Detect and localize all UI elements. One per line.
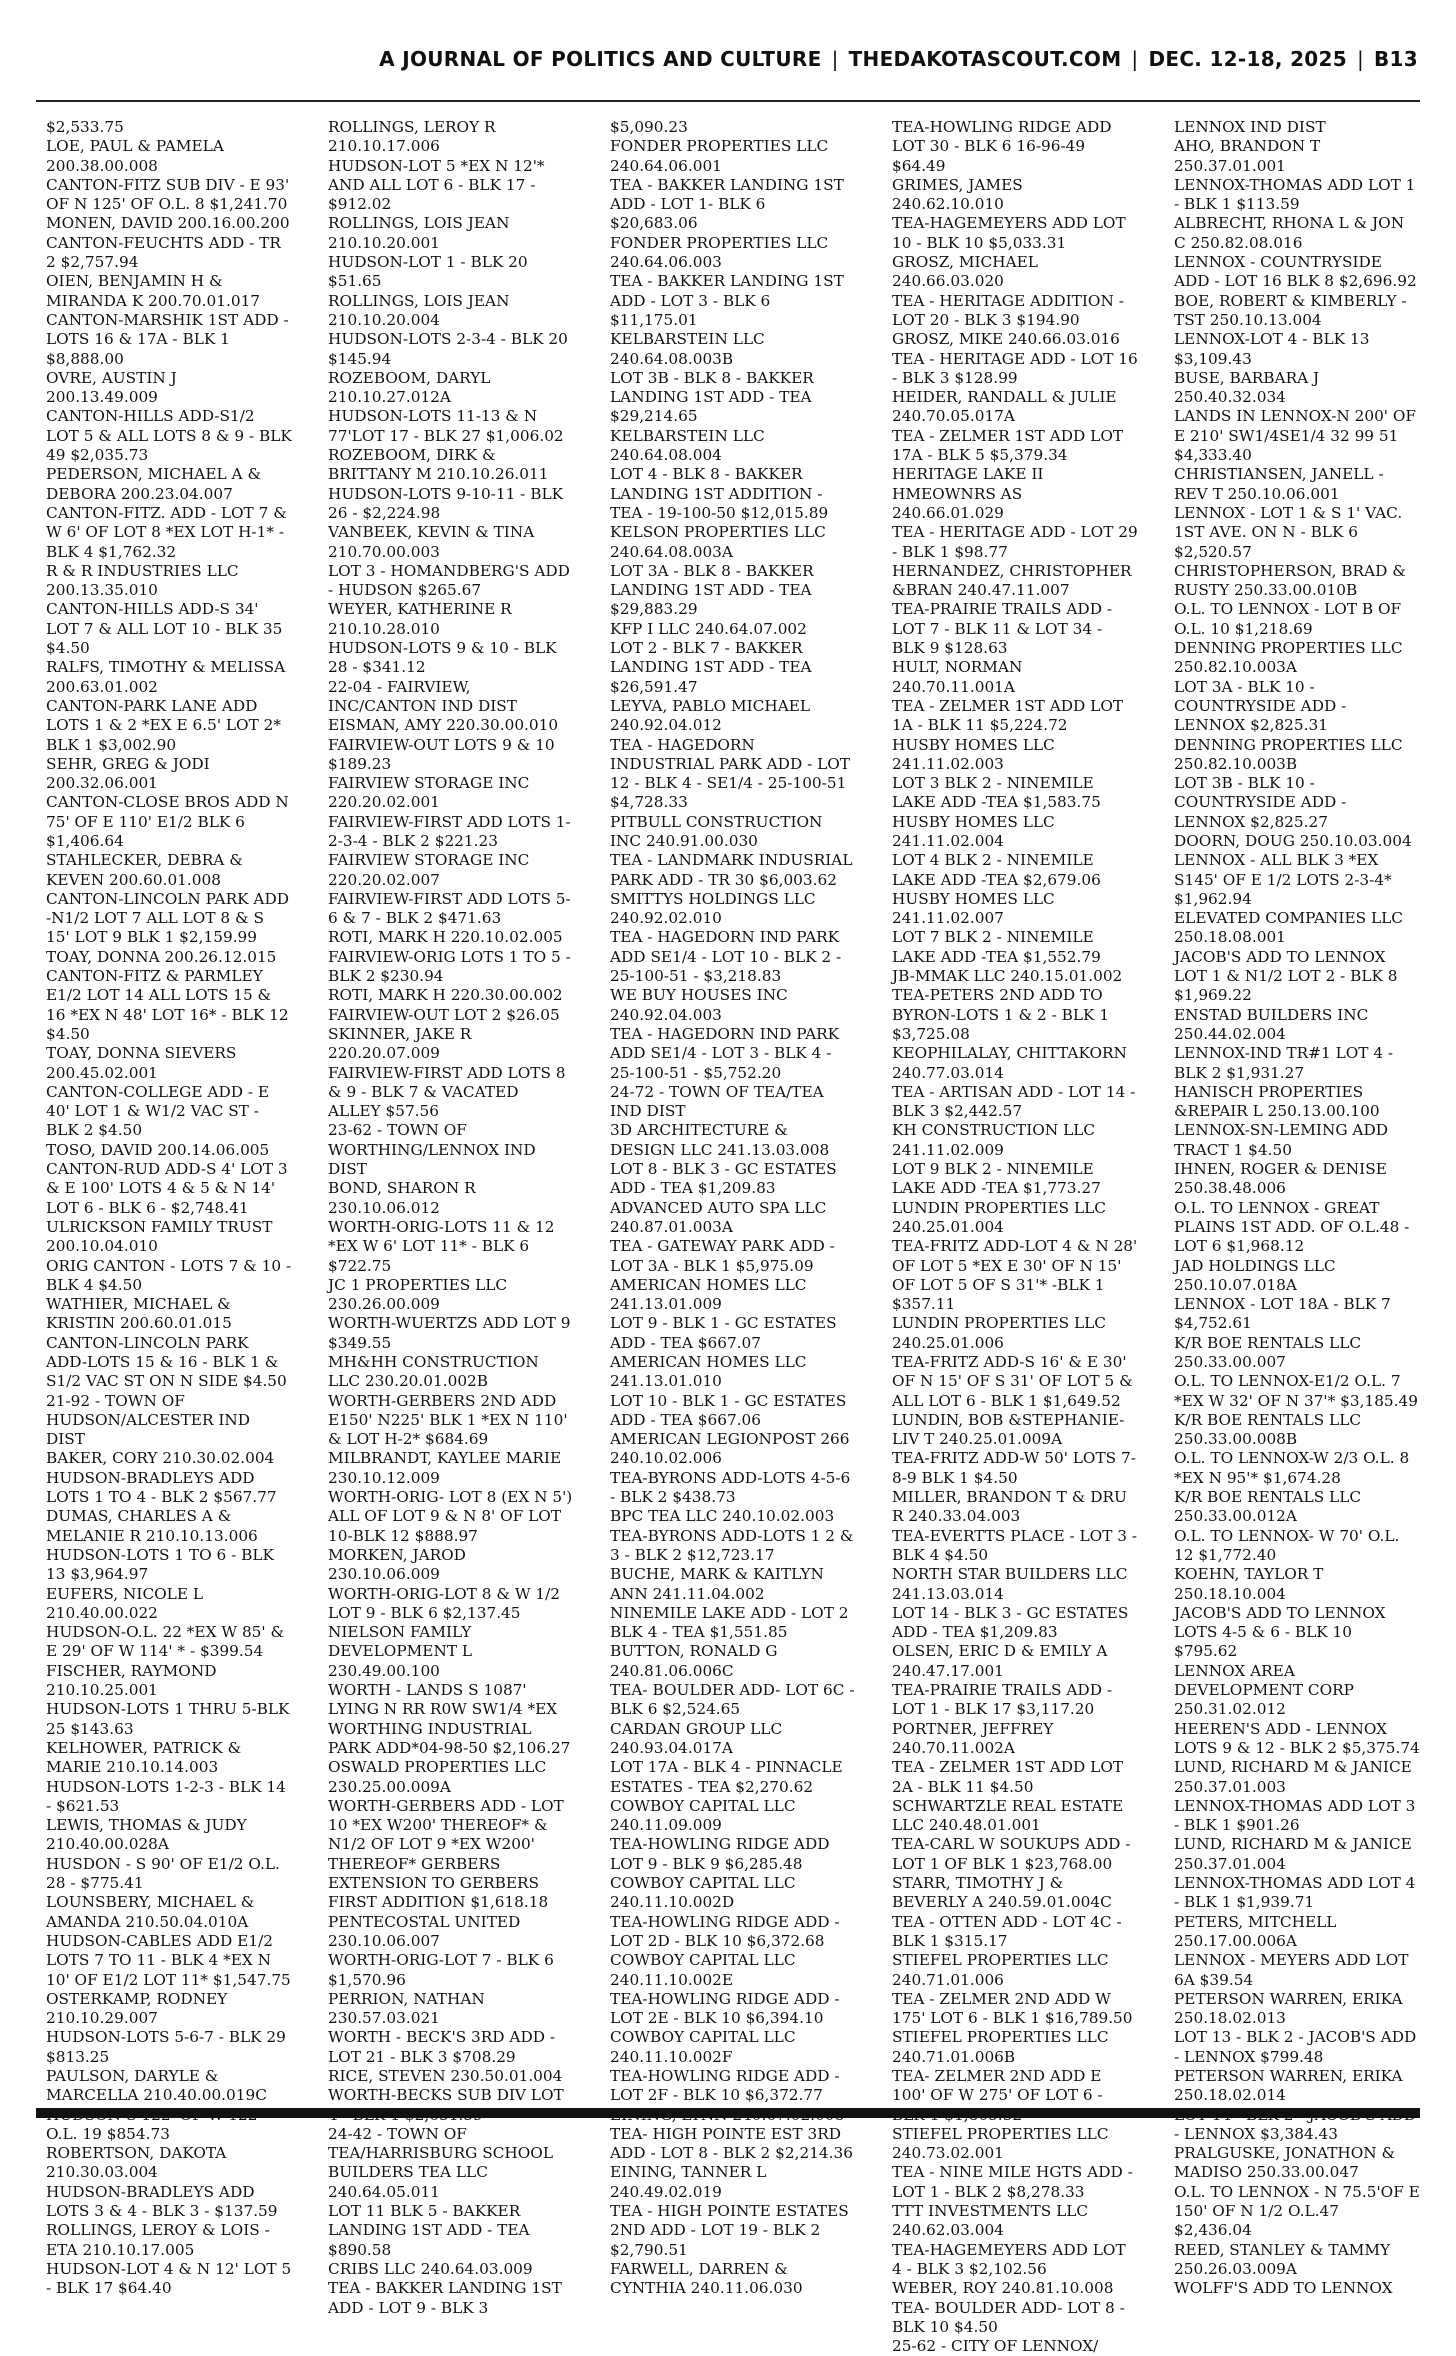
publication-tagline: A JOURNAL OF POLITICS AND CULTURE [379, 47, 822, 71]
listing-entry: PORTNER, JEFFREY 240.70.11.002A [892, 1719, 1054, 1757]
listing-entry: REED, STANLEY & TAMMY 250.26.03.009A [1174, 2240, 1391, 2278]
listing-entry: TOSO, DAVID 200.14.06.005 [46, 1140, 270, 1159]
listing-entry: LUNDIN, BOB &STEPHANIE-LIV T 240.25.01.009A [892, 1410, 1125, 1449]
listing-entry: BUCHE, MARK & KAITLYN ANN 241.11.04.002 [610, 1565, 824, 1603]
listing-entry: NIELSON FAMILY DEVELOPMENT L 230.49.00.100 [328, 1623, 473, 1680]
listing-entry: WORTH-GERBERS ADD - LOT 10 *EX W200' THEREOF* & N1/2 OF LOT 9 *EX W200' THEREOF* GERBERS EXTENSION TO GERBERS FIRST ADDITION $1,618.18 [328, 1796, 564, 1912]
header-separator: | [1131, 47, 1139, 71]
listing-entry: FONDER PROPERTIES LLC 240.64.06.001 [610, 137, 829, 175]
listing-entry: TEA-HAGEMEYERS ADD LOT 4 - BLK 3 $2,102.56 [892, 2240, 1126, 2278]
listing-entry: PETERSON WARREN, ERIKA 250.18.02.013 [1174, 1989, 1403, 2028]
listing-entry: LOT 8 - BLK 3 - GC ESTATES ADD - TEA $1,209.83 [610, 1160, 837, 1198]
listing-entry: STIEFEL PROPERTIES LLC 240.71.01.006B [892, 2028, 1109, 2066]
listing-entry: STIEFEL PROPERTIES LLC 240.71.01.006 [892, 1951, 1109, 1989]
listing-entry: CANTON-FITZ & PARMLEY E1/2 LOT 14 ALL LOTS 15 & 16 *EX N 48' LOT 16* - BLK 12 $4.50 [46, 967, 289, 1043]
listing-entry: LOT 3 - HOMANDBERG'S ADD - HUDSON $265.67 [328, 561, 570, 600]
listing-entry: TEA-HOWLING RIDGE ADD - LOT 2F - BLK 10 $6,372.77 [610, 2066, 840, 2105]
listing-entry: TEA-FRITZ ADD-W 50' LOTS 7-8-9 BLK 1 $4.50 [892, 1449, 1136, 1487]
listing-entry: WATHIER, MICHAEL & KRISTIN 200.60.01.015 [46, 1295, 232, 1333]
listing-entry: JC 1 PROPERTIES LLC 230.26.00.009 [328, 1275, 508, 1314]
listing-entry: GROSZ, MICHAEL 240.66.03.020 [892, 253, 1038, 291]
text-column-5 [1164, 118, 1420, 2356]
listing-entry: JB-MMAK LLC 240.15.01.002 [892, 967, 1123, 986]
listing-entry: PETERS, MITCHELL 250.17.00.006A [1174, 1912, 1337, 1950]
listing-entry: CANTON-FITZ SUB DIV - E 93' OF N 125' OF O.L. 8 $1,241.70 [46, 175, 290, 214]
listing-entry: CANTON-FITZ. ADD - LOT 7 & W 6' OF LOT 8 *EX LOT H-1* - BLK 4 $1,762.32 [46, 503, 287, 561]
listing-entry: TEA - HERITAGE ADD - LOT 29 - BLK 1 $98.77 [892, 523, 1138, 561]
listing-entry: ULRICKSON FAMILY TRUST 200.10.04.010 [46, 1217, 273, 1256]
listing-entry: TEA-HOWLING RIDGE ADD LOT 30 - BLK 6 16-96-49 $64.49 [892, 118, 1112, 175]
listing-entry: EUFERS, NICOLE L 210.40.00.022 [46, 1584, 204, 1622]
listing-entry: LEYVA, PABLO MICHAEL 240.92.04.012 [610, 696, 811, 735]
listing-entry: LOE, PAUL & PAMELA 200.38.00.008 [46, 137, 224, 175]
listing-entry: K/R BOE RENTALS LLC 250.33.00.007 [1174, 1333, 1362, 1371]
listing-entry: GRIMES, JAMES 240.62.10.010 [892, 175, 1023, 214]
listing-entry: CHRISTOPHERSON, BRAD & RUSTY 250.33.00.010B [1174, 561, 1406, 600]
listing-entry: HUDSON-LOTS 1 TO 6 - BLK 13 $3,964.97 [46, 1545, 274, 1584]
listing-entry: LOT 2 - BLK 7 - BAKKER LANDING 1ST ADD - TEA $26,591.47 [610, 639, 812, 696]
listing-entry: LOT 4 - BLK 8 - BAKKER LANDING 1ST ADDITION - TEA - 19-100-50 $12,015.89 [610, 465, 829, 522]
listing-entry: BUTTON, RONALD G 240.81.06.006C [610, 1642, 778, 1680]
listing-entry: MORKEN, JAROD 230.10.06.009 [328, 1545, 466, 1584]
listing-entry: O.L. TO LENNOX - LOT B OF O.L. 10 $1,218.69 [1174, 600, 1402, 638]
listing-entry: KELHOWER, PATRICK & MARIE 210.10.14.003 [46, 1738, 242, 1777]
listing-entry: HUDSON-LOTS 1-2-3 - BLK 14 - $621.53 [46, 1777, 286, 1815]
listing-entry: HUDSON-LOTS 1 THRU 5-BLK 25 $143.63 [46, 1700, 290, 1738]
header-rule [36, 100, 1420, 102]
listing-entry: JAD HOLDINGS LLC 250.10.07.018A [1174, 1256, 1336, 1294]
listing-entry: O.L. 19 $854.73 [46, 2124, 170, 2143]
listing-entry: TEA - ZELMER 1ST ADD LOT 17A - BLK 5 $5,379.34 [892, 426, 1124, 465]
listing-entry: HUDSON-LOTS 2-3-4 - BLK 20 $145.94 [328, 330, 568, 368]
listing-entry: ROTI, MARK H 220.10.02.005 [328, 928, 563, 947]
listing-entry: LOT 3 BLK 2 - NINEMILE LAKE ADD -TEA $1,583.75 [892, 774, 1101, 812]
listing-entry: WORTH-ORIG-LOT 7 - BLK 6 $1,570.96 [328, 1951, 554, 1989]
listing-entry: EISMAN, AMY 220.30.00.010 [328, 716, 559, 735]
listing-entry: KELSON PROPERTIES LLC 240.64.08.003A [610, 523, 826, 561]
listing-entry: HUDSON-LOTS 9-10-11 - BLK 26 - $2,224.98 [328, 484, 564, 522]
listing-entry: CANTON-PARK LANE ADD LOTS 1 & 2 *EX E 6.5' LOT 2* BLK 1 $3,002.90 [46, 696, 282, 754]
listing-entry: KEOPHILALAY, CHITTAKORN 240.77.03.014 [892, 1044, 1127, 1082]
listing-entry: R & R INDUSTRIES LLC 200.13.35.010 [46, 561, 239, 600]
listing-entry: VANBEEK, KEVIN & TINA 210.70.00.003 [328, 523, 535, 561]
listing-entry: NINEMILE LAKE ADD - LOT 2 BLK 4 - TEA $1,551.85 [610, 1603, 849, 1642]
listing-entry: DENNING PROPERTIES LLC 250.82.10.003B [1174, 735, 1403, 773]
listing-entry: WORTH-GERBERS 2ND ADD E150' N225' BLK 1 *EX N 110' & LOT H-2* $684.69 [328, 1391, 568, 1449]
listing-entry: SMITTYS HOLDINGS LLC 240.92.02.010 [610, 889, 816, 928]
listing-entry: LENNOX - LOT 1 & S 1' VAC. 1ST AVE. ON N - BLK 6 $2,520.57 [1174, 503, 1403, 561]
listing-entry: TEA - GATEWAY PARK ADD - LOT 3A - BLK 1 $5,975.09 [610, 1237, 835, 1275]
listing-entry: TOAY, DONNA 200.26.12.015 [46, 947, 277, 966]
listing-entry: LUND, RICHARD M & JANICE 250.37.01.004 [1174, 1835, 1412, 1873]
listing-entry: COWBOY CAPITAL LLC 240.11.10.002E [610, 1951, 796, 1989]
listing-entry: MH&HH CONSTRUCTION LLC 230.20.01.002B [328, 1353, 539, 1391]
page-header [32, 44, 1418, 74]
listing-entry: OSTERKAMP, RODNEY 210.10.29.007 [46, 1989, 228, 2028]
listing-entry: K/R BOE RENTALS LLC 250.33.00.012A [1174, 1488, 1362, 1526]
listing-entry: TEA - BAKKER LANDING 1ST ADD - LOT 9 - BLK 3 [328, 2279, 562, 2317]
listing-entry: LOT 9 BLK 2 - NINEMILE LAKE ADD -TEA $1,773.27 [892, 1160, 1101, 1198]
listing-entry: KELBARSTEIN LLC 240.64.08.004 [610, 426, 765, 465]
listing-entry: WOLFF'S ADD TO LENNOX [1174, 2279, 1393, 2298]
header-separator: | [831, 47, 839, 71]
listing-entry: FAIRVIEW STORAGE INC 220.20.02.001 [328, 774, 530, 812]
listing-entry: TEA-PRAIRIE TRAILS ADD - LOT 1 - BLK 17 $3,117.20 [892, 1681, 1112, 1719]
listing-entry: COWBOY CAPITAL LLC 240.11.09.009 [610, 1796, 796, 1835]
listing-entry: WEBER, ROY 240.81.10.008 [892, 2279, 1114, 2298]
listing-entry: BPC TEA LLC 240.10.02.003 [610, 1507, 835, 1526]
listing-entry: ALBRECHT, RHONA L & JON C 250.82.08.016 [1174, 214, 1405, 252]
listing-entry: TEA - LANDMARK INDUSRIAL PARK ADD - TR 30 $6,003.62 [610, 851, 853, 889]
listing-entry: STAHLECKER, DEBRA & KEVEN 200.60.01.008 [46, 851, 243, 889]
listing-entry: HUSDON - S 90' OF E1/2 O.L. 28 - $775.41 [46, 1854, 280, 1893]
listing-entry: O.L. TO LENNOX - GREAT PLAINS 1ST ADD. OF O.L.48 - LOT 6 $1,968.12 [1174, 1198, 1410, 1256]
page-number: B13 [1374, 47, 1418, 71]
listing-entry: HUSBY HOMES LLC 241.11.02.004 [892, 812, 1055, 850]
listing-entry: FAIRVIEW-ORIG LOTS 1 TO 5 - BLK 2 $230.94 [328, 947, 571, 986]
listing-entry: NORTH STAR BUILDERS LLC 241.13.03.014 [892, 1565, 1128, 1603]
listing-entry: TEA - BAKKER LANDING 1ST ADD - LOT 3 - BLK 6 $11,175.01 [610, 272, 844, 329]
listing-entry: LUND, RICHARD M & JANICE 250.37.01.003 [1174, 1758, 1412, 1796]
listing-entry: LOT 9 - BLK 1 - GC ESTATES ADD - TEA $667.07 [610, 1314, 837, 1352]
listing-entry: SCHWARTZLE REAL ESTATE LLC 240.48.01.001 [892, 1796, 1124, 1835]
listing-entry: KOEHN, TAYLOR T 250.18.10.004 [1174, 1565, 1324, 1603]
listing-entry: - LENNOX $3,384.43 [1174, 2124, 1339, 2143]
listing-entry: TEA- ZELMER 2ND ADD E 100' OF W 275' OF LOT 6 - [892, 2066, 1103, 2105]
listing-entry: WORTH-WUERTZS ADD LOT 9 $349.55 [328, 1314, 571, 1352]
listing-entry: COWBOY CAPITAL LLC 240.11.10.002D [610, 1874, 796, 1912]
listing-entry: KFP I LLC 240.64.07.002 [610, 619, 807, 638]
listing-entry: HUSBY HOMES LLC 241.11.02.007 [892, 889, 1055, 928]
listing-entry: WORTH - BECK'S 3RD ADD - LOT 21 - BLK 3 $708.29 [328, 2028, 556, 2066]
listing-entry: DOORN, DOUG 250.10.03.004 [1174, 831, 1412, 850]
listing-entry: HUDSON-LOTS 11-13 & N 77'LOT 17 - BLK 27 $1,006.02 [328, 407, 564, 445]
listing-entry: LOT 4 BLK 2 - NINEMILE LAKE ADD -TEA $2,679.06 [892, 851, 1101, 889]
listing-entry: TEA - HERITAGE ADD - LOT 16 - BLK 3 $128.99 [892, 349, 1138, 387]
listing-entry: ROZEBOOM, DIRK & BRITTANY M 210.10.26.011 [328, 446, 549, 484]
listing-entry: PETERSON WARREN, ERIKA 250.18.02.014 [1174, 2066, 1403, 2105]
listing-entry: TTT INVESTMENTS LLC 240.62.03.004 [892, 2202, 1089, 2240]
listing-entry: OIEN, BENJAMIN H & MIRANDA K 200.70.01.017 [46, 272, 261, 310]
listing-entry: HULT, NORMAN 240.70.11.001A [892, 658, 1023, 696]
listing-entry: TEA - ZELMER 2ND ADD W 175' LOT 6 - BLK 1 $16,789.50 [892, 1989, 1133, 2028]
text-column-1 [36, 118, 292, 2356]
listing-entry: LENNOX-THOMAS ADD LOT 4 - BLK 1 $1,939.71 [1174, 1874, 1416, 1912]
listing-entry: WORTH-ORIG-LOT 8 & W 1/2 LOT 9 - BLK 6 $2,137.45 [328, 1584, 561, 1622]
listing-entry: TEA-BYRONS ADD-LOTS 1 2 & 3 - BLK 2 $12,723.17 [610, 1526, 854, 1564]
listing-entry: IHNEN, ROGER & DENISE 250.38.48.006 [1174, 1160, 1387, 1198]
listing-entry: TEA-PRAIRIE TRAILS ADD - LOT 7 - BLK 11 & LOT 34 - BLK 9 $128.63 [892, 600, 1112, 658]
listing-entry: ROLLINGS, LOIS JEAN 210.10.20.001 [328, 214, 510, 252]
listing-entry: O.L. TO LENNOX-E1/2 O.L. 7 *EX W 32' OF N 37'* $3,185.49 [1174, 1372, 1418, 1410]
listing-entry: FONDER PROPERTIES LLC 240.64.06.003 [610, 233, 829, 272]
listing-entry: BUSE, BARBARA J 250.40.32.034 [1174, 368, 1320, 407]
listing-entry: TEA-FRITZ ADD-S 16' & E 30' OF N 15' OF S 31' OF LOT 5 & ALL LOT 6 - BLK 1 $1,649.52 [892, 1353, 1133, 1410]
header-separator: | [1356, 47, 1365, 71]
listing-entry: TEA-FRITZ ADD-LOT 4 & N 28' OF LOT 5 *EX E 30' OF N 15' OF LOT 5 OF S 31'* -BLK 1 $357.11 [892, 1237, 1138, 1314]
listing-entry: ELEVATED COMPANIES LLC 250.18.08.001 [1174, 909, 1404, 947]
listing-entry: PRALGUSKE, JONATHON & MADISO 250.33.00.047 [1174, 2144, 1396, 2182]
listing-entry: ROLLINGS, LOIS JEAN 210.10.20.004 [328, 291, 510, 329]
listing-entry: MILLER, BRANDON T & DRU R 240.33.04.003 [892, 1488, 1127, 1526]
listing-entry: CANTON-LINCOLN PARK ADD-LOTS 15 & 16 - BLK 1 & S1/2 VAC ST ON N SIDE $4.50 [46, 1333, 287, 1391]
listing-entry: HERITAGE LAKE II HMEOWNRS AS 240.66.01.029 [892, 465, 1044, 522]
listing-entry: $5,090.23 [610, 118, 688, 136]
listing-entry: STARR, TIMOTHY J & BEVERLY A 240.59.01.004C [892, 1874, 1112, 1912]
listing-entry: TEA - HAGEDORN IND PARK ADD SE1/4 - LOT 3 - BLK 4 - 25-100-51 - $5,752.20 [610, 1024, 840, 1082]
issue-date: DEC. 12-18, 2025 [1148, 47, 1347, 71]
listing-entry: MONEN, DAVID 200.16.00.200 [46, 214, 290, 233]
listing-entry: TEA - OTTEN ADD - LOT 4C - BLK 1 $315.17 [892, 1912, 1122, 1950]
listing-entry: JACOB'S ADD TO LENNOX LOTS 4-5 & 6 - BLK 10 $795.62 [1174, 1603, 1386, 1661]
listing-entry: 23-62 - TOWN OF WORTHING/LENNOX IND DIST [328, 1121, 536, 1179]
listing-entry: LOT 14 - BLK 3 - GC ESTATES ADD - TEA $1,209.83 [892, 1603, 1129, 1642]
listing-entry: 24-72 - TOWN OF TEA/TEA IND DIST [610, 1082, 824, 1121]
listing-entry: CANTON-CLOSE BROS ADD N 75' OF E 110' E1/2 BLK 6 $1,406.64 [46, 793, 289, 850]
listing-entry: PENTECOSTAL UNITED 230.10.06.007 [328, 1912, 521, 1950]
listing-entry: LEWIS, THOMAS & JUDY 210.40.00.028A [46, 1816, 247, 1854]
listing-entry: SEHR, GREG & JODI 200.32.06.001 [46, 754, 210, 793]
listing-entry: HUSBY HOMES LLC 241.11.02.003 [892, 735, 1055, 773]
listing-entry: LOT 3B - BLK 8 - BAKKER LANDING 1ST ADD - TEA $29,214.65 [610, 368, 814, 426]
listing-entry: LOT 7 BLK 2 - NINEMILE LAKE ADD -TEA $1,552.79 [892, 928, 1101, 966]
listing-entry: FARWELL, DARREN & CYNTHIA 240.11.06.030 [610, 2259, 803, 2298]
listing-entry: PITBULL CONSTRUCTION INC 240.91.00.030 [610, 812, 823, 850]
listing-entry: LOUNSBERY, MICHAEL & AMANDA 210.50.04.010A [46, 1893, 255, 1931]
listing-entry: WORTH-BECKS SUB DIV LOT [328, 2086, 564, 2105]
listing-entry: HUDSON-BRADLEYS ADD LOTS 1 TO 4 - BLK 2 $567.77 [46, 1468, 277, 1507]
listing-entry: HUDSON-LOTS 9 & 10 - BLK 28 - $341.12 [328, 639, 557, 677]
listing-entry: TOAY, DONNA SIEVERS 200.45.02.001 [46, 1044, 237, 1082]
listing-entry: AHO, BRANDON T 250.37.01.001 [1174, 137, 1321, 175]
listing-entry: HEIDER, RANDALL & JULIE 240.70.05.017A [892, 388, 1117, 426]
listing-entry: OSWALD PROPERTIES LLC 230.25.00.009A [328, 1758, 547, 1796]
listing-entry: TEA - HAGEDORN INDUSTRIAL PARK ADD - LOT 12 - BLK 4 - SE1/4 - 25-100-51 $4,728.33 [610, 735, 851, 812]
listing-entry: BUILDERS TEA LLC 240.64.05.011 [328, 2163, 488, 2201]
listing-entry: HUDSON-CABLES ADD E1/2 LOTS 7 TO 11 - BLK 4 *EX N 10' OF E1/2 LOT 11* $1,547.75 [46, 1931, 291, 1989]
website-url[interactable]: THEDAKOTASCOUT.COM [848, 47, 1122, 71]
listing-entry: ORIG CANTON - LOTS 7 & 10 - BLK 4 $4.50 [46, 1256, 292, 1294]
listing-entry: AMERICAN HOMES LLC 241.13.01.009 [610, 1275, 807, 1314]
listing-entry: HUDSON-BRADLEYS ADD LOTS 3 & 4 - BLK 3 - $137.59 [46, 2182, 278, 2221]
listing-entry: WEYER, KATHERINE R 210.10.28.010 [328, 600, 512, 638]
listing-entry: LOT 3A - BLK 10 - COUNTRYSIDE ADD - LENNOX $2,825.31 [1174, 677, 1347, 735]
listing-entry: TEA - ARTISAN ADD - LOT 14 - BLK 3 $2,442.57 [892, 1082, 1136, 1121]
listing-entry: O.L. TO LENNOX - N 75.5'OF E 150' OF N 1/2 O.L.47 $2,436.04 [1174, 2182, 1420, 2240]
listing-entry: FAIRVIEW-FIRST ADD LOTS 8 & 9 - BLK 7 & VACATED ALLEY $57.56 [328, 1063, 566, 1121]
listing-entry: ROTI, MARK H 220.30.00.002 [328, 986, 563, 1005]
listing-entry: LENNOX - ALL BLK 3 *EX S145' OF E 1/2 LOTS 2-3-4* $1,962.94 [1174, 851, 1392, 908]
listing-entry: TEA - NINE MILE HGTS ADD - LOT 1 - BLK 2 $8,278.33 [892, 2163, 1133, 2201]
listing-entry: CHRISTIANSEN, JANELL - REV T 250.10.06.001 [1174, 465, 1384, 503]
listing-entry: LOT 13 - BLK 2 - JACOB'S ADD - LENNOX $799.48 [1174, 2028, 1417, 2066]
listing-entry: DENNING PROPERTIES LLC 250.82.10.003A [1174, 639, 1403, 677]
listing-entry: TEA - HAGEDORN IND PARK ADD SE1/4 - LOT 10 - BLK 2 - 25-100-51 - $3,218.83 [610, 928, 842, 986]
text-column-4 [882, 118, 1138, 2356]
listing-entry: ADVANCED AUTO SPA LLC 240.87.01.003A [610, 1198, 827, 1236]
listing-entry: TEA-HOWLING RIDGE ADD - LOT 2D - BLK 10 $6,372.68 [610, 1912, 840, 1950]
listing-entry: HUDSON-LOT 1 - BLK 20 $51.65 [328, 253, 528, 291]
listing-entry: HEEREN'S ADD - LENNOX LOTS 9 & 12 - BLK 2 $5,375.74 [1174, 1719, 1420, 1757]
listing-entry: TEA- BOULDER ADD- LOT 8 - BLK 10 $4.50 [892, 2298, 1125, 2336]
listing-entry: CARDAN GROUP LLC 240.93.04.017A [610, 1719, 783, 1757]
listing-entry: GROSZ, MIKE 240.66.03.016 [892, 330, 1120, 349]
listing-entry: AMERICAN LEGIONPOST 266 240.10.02.006 [610, 1430, 850, 1468]
listing-entry: 24-42 - TOWN OF TEA/HARRISBURG SCHOOL [328, 2124, 554, 2163]
listing-entry: KH CONSTRUCTION LLC 241.11.02.009 [892, 1121, 1096, 1159]
listing-entry: CANTON-HILLS ADD-S 34' LOT 7 & ALL LOT 10 - BLK 35 $4.50 [46, 600, 283, 658]
listing-entry: LENNOX-IND TR#1 LOT 4 - BLK 2 $1,931.27 [1174, 1044, 1394, 1082]
listing-entry: 22-04 - FAIRVIEW, INC/CANTON IND DIST [328, 677, 517, 715]
listing-entry: HUDSON-LOT 5 *EX N 12'* AND ALL LOT 6 - BLK 17 - $912.02 [328, 156, 545, 214]
listing-entry: FAIRVIEW-FIRST ADD LOTS 1-2-3-4 - BLK 2 $221.23 [328, 812, 571, 850]
listing-entry: LOT 17A - BLK 4 - PINNACLE ESTATES - TEA $2,270.62 [610, 1758, 843, 1796]
listing-entry: CANTON-FEUCHTS ADD - TR 2 $2,757.94 [46, 233, 281, 272]
listing-entry: CRIBS LLC 240.64.03.009 [328, 2259, 533, 2278]
listing-entry: LENNOX AREA DEVELOPMENT CORP 250.31.02.012 [1174, 1661, 1354, 1719]
listing-entry: FAIRVIEW-OUT LOT 2 $26.05 [328, 1005, 560, 1024]
listing-entry: TEA - ZELMER 1ST ADD LOT 1A - BLK 11 $5,224.72 [892, 696, 1124, 735]
listing-entry: $2,533.75 [46, 118, 124, 136]
listing-entry: LOT 11 BLK 5 - BAKKER LANDING 1ST ADD - TEA $890.58 [328, 2202, 530, 2259]
listing-entry: HUDSON-O.L. 22 *EX W 85' & E 29' OF W 114' * - $399.54 [46, 1623, 285, 1661]
listing-entry: TEA - HIGH POINTE ESTATES 2ND ADD - LOT 19 - BLK 2 $2,790.51 [610, 2202, 849, 2259]
listing-entry: JACOB'S ADD TO LENNOX LOT 1 & N1/2 LOT 2 - BLK 8 $1,969.22 [1174, 947, 1398, 1005]
listing-entry: 25-62 - CITY OF LENNOX/ [892, 2337, 1099, 2356]
listing-entry: HERNANDEZ, CHRISTOPHER &BRAN 240.47.11.007 [892, 561, 1132, 600]
listing-entry: LENNOX - MEYERS ADD LOT 6A $39.54 [1174, 1951, 1409, 1989]
listing-entry: LOT 3A - BLK 8 - BAKKER LANDING 1ST ADD - TEA $29,883.29 [610, 561, 814, 619]
listing-entry: CANTON-MARSHIK 1ST ADD - LOTS 16 & 17A - BLK 1 $8,888.00 [46, 310, 289, 368]
listing-entry: TEA- BOULDER ADD- LOT 6C - BLK 6 $2,524.65 [610, 1681, 855, 1719]
listing-entry: WE BUY HOUSES INC 240.92.04.003 [610, 986, 788, 1024]
listing-entry: CANTON-HILLS ADD-S1/2 LOT 5 & ALL LOTS 8 & 9 - BLK 49 $2,035.73 [46, 407, 292, 465]
listing-entry: TEA - BAKKER LANDING 1ST ADD - LOT 1- BLK 6 $20,683.06 [610, 175, 844, 233]
listing-entry: TEA-HOWLING RIDGE ADD LOT 9 - BLK 9 $6,285.48 [610, 1835, 830, 1873]
listing-entry: LENNOX-THOMAS ADD LOT 3 - BLK 1 $901.26 [1174, 1796, 1416, 1835]
listing-entry: KELBARSTEIN LLC 240.64.08.003B [610, 330, 765, 368]
listing-entry: MILBRANDT, KAYLEE MARIE 230.10.12.009 [328, 1449, 562, 1487]
listing-entry: PERRION, NATHAN 230.57.03.021 [328, 1989, 485, 2028]
listing-entry: TEA- HIGH POINTE EST 3RD ADD - LOT 8 - BLK 2 $2,214.36 [610, 2124, 853, 2163]
listing-entry: ROZEBOOM, DARYL 210.10.27.012A [328, 368, 491, 407]
listing-entry: HANISCH PROPERTIES &REPAIR L 250.13.00.100 [1174, 1082, 1380, 1121]
listing-entry: BOND, SHARON R 230.10.06.012 [328, 1179, 476, 1217]
listing-entry: LUNDIN PROPERTIES LLC 240.25.01.004 [892, 1198, 1106, 1236]
listing-entry: TEA - ZELMER 1ST ADD LOT 2A - BLK 11 $4.50 [892, 1758, 1124, 1796]
text-column-2 [318, 118, 574, 2356]
listing-entry: O.L. TO LENNOX- W 70' O.L. 12 $1,772.40 [1174, 1526, 1400, 1564]
listing-entry: ENSTAD BUILDERS INC 250.44.02.004 [1174, 1005, 1369, 1043]
listing-entry: LENNOX - LOT 18A - BLK 7 $4,752.61 [1174, 1295, 1391, 1333]
listing-entry: LOT 3B - BLK 10 - COUNTRYSIDE ADD - LENNOX $2,825.27 [1174, 774, 1347, 831]
listing-entry: HUDSON-LOT 4 & N 12' LOT 5 - BLK 17 $64.40 [46, 2259, 292, 2298]
listing-entry: LENNOX-LOT 4 - BLK 13 $3,109.43 [1174, 330, 1370, 368]
listing-entry: BOE, ROBERT & KIMBERLY - TST 250.10.13.004 [1174, 291, 1407, 329]
listing-entry: LOT 10 - BLK 1 - GC ESTATES ADD - TEA $667.06 [610, 1391, 847, 1429]
listing-entry: TEA-PETERS 2ND ADD TO BYRON-LOTS 1 & 2 - BLK 1 $3,725.08 [892, 986, 1110, 1043]
text-column-3 [600, 118, 856, 2356]
listing-entry: LENNOX-THOMAS ADD LOT 1 - BLK 1 $113.59 [1174, 175, 1416, 214]
listing-entry: 21-92 - TOWN OF HUDSON/ALCESTER IND DIST [46, 1391, 251, 1449]
listing-entry: COWBOY CAPITAL LLC 240.11.10.002F [610, 2028, 796, 2066]
listing-entry: LANDS IN LENNOX-N 200' OF E 210' SW1/4SE1/4 32 99 51 $4,333.40 [1174, 407, 1417, 465]
listing-entry: FAIRVIEW-FIRST ADD LOTS 5-6 & 7 - BLK 2 $471.63 [328, 889, 571, 928]
listing-entry: WORTH-ORIG- LOT 8 (EX N 5') ALL OF LOT 9 & N 8' OF LOT 10-BLK 12 $888.97 [328, 1488, 573, 1545]
listing-entry: FAIRVIEW-OUT LOTS 9 & 10 $189.23 [328, 735, 555, 773]
listing-entry: LENNOX IND DIST [1174, 118, 1326, 136]
listing-entry: HUDSON-LOTS 5-6-7 - BLK 29 $813.25 [46, 2028, 286, 2066]
listing-entry: TEA-BYRONS ADD-LOTS 4-5-6 - BLK 2 $438.73 [610, 1468, 851, 1507]
listing-entry: FISCHER, RAYMOND 210.10.25.001 [46, 1661, 217, 1700]
listing-entry: TEA-EVERTTS PLACE - LOT 3 - BLK 4 $4.50 [892, 1526, 1138, 1564]
listing-entry: DUMAS, CHARLES A & MELANIE R 210.10.13.006 [46, 1507, 258, 1545]
footer-rule [36, 2108, 1420, 2118]
listing-entry: ROBERTSON, DAKOTA 210.30.03.004 [46, 2144, 227, 2182]
listing-entry: WORTH - LANDS S 1087' LYING N RR R0W SW1/4 *EX WORTHING INDUSTRIAL PARK ADD*04-98-50 $2,106.27 [328, 1681, 571, 1757]
listing-entry: TEA-HOWLING RIDGE ADD - LOT 2E - BLK 10 $6,394.10 [610, 1989, 840, 2028]
listing-entry: RALFS, TIMOTHY & MELISSA 200.63.01.002 [46, 658, 286, 696]
listing-entry: FAIRVIEW STORAGE INC 220.20.02.007 [328, 851, 530, 889]
listing-entry: LENNOX-SN-LEMING ADD TRACT 1 $4.50 [1174, 1121, 1388, 1159]
listing-entry: K/R BOE RENTALS LLC 250.33.00.008B [1174, 1410, 1362, 1449]
listing-entry: LENNOX - COUNTRYSIDE ADD - LOT 16 BLK 8 $2,696.92 [1174, 253, 1417, 291]
listing-entry: CANTON-COLLEGE ADD - E 40' LOT 1 & W1/2 VAC ST - BLK 2 $4.50 [46, 1082, 270, 1140]
listing-entry: TEA-CARL W SOUKUPS ADD - LOT 1 OF BLK 1 $23,768.00 [892, 1835, 1131, 1873]
listing-entry: AMERICAN HOMES LLC 241.13.01.010 [610, 1353, 807, 1391]
listing-entry: WORTH-ORIG-LOTS 11 & 12 *EX W 6' LOT 11* - BLK 6 $722.75 [328, 1217, 555, 1275]
listing-entry: CANTON-RUD ADD-S 4' LOT 3 & E 100' LOTS 4 & 5 & N 14' LOT 6 - BLK 6 - $2,748.41 [46, 1160, 288, 1217]
listing-entry: TEA - HERITAGE ADDITION - LOT 20 - BLK 3 $194.90 [892, 291, 1124, 329]
listing-entry: CANTON-LINCOLN PARK ADD -N1/2 LOT 7 ALL LOT 8 & S 15' LOT 9 BLK 1 $2,159.99 [46, 889, 289, 947]
listing-entry: PAULSON, DARYLE & MARCELLA 210.40.00.019C [46, 2066, 267, 2105]
listing-entry: TEA-HAGEMEYERS ADD LOT 10 - BLK 10 $5,033.31 [892, 214, 1126, 252]
listing-entry: RICE, STEVEN 230.50.01.004 [328, 2066, 563, 2085]
listing-entry: LUNDIN PROPERTIES LLC 240.25.01.006 [892, 1314, 1106, 1352]
listing-entry: OLSEN, ERIC D & EMILY A 240.47.17.001 [892, 1642, 1108, 1680]
legal-notice-columns [36, 118, 1420, 2356]
listing-entry: 3D ARCHITECTURE & DESIGN LLC 241.13.03.008 [610, 1121, 830, 1159]
listing-entry: SKINNER, JAKE R 220.20.07.009 [328, 1024, 472, 1063]
listing-entry: ROLLINGS, LEROY & LOIS - ETA 210.10.17.005 [46, 2221, 270, 2259]
listing-entry: ROLLINGS, LEROY R 210.10.17.006 [328, 118, 496, 156]
listing-entry: PEDERSON, MICHAEL A & DEBORA 200.23.04.007 [46, 465, 262, 503]
listing-entry: O.L. TO LENNOX-W 2/3 O.L. 8 *EX N 95'* $1,674.28 [1174, 1449, 1410, 1487]
listing-entry: OVRE, AUSTIN J 200.13.49.009 [46, 368, 177, 407]
listing-entry: STIEFEL PROPERTIES LLC 240.73.02.001 [892, 2124, 1109, 2163]
listing-entry: BAKER, CORY 210.30.02.004 [46, 1449, 275, 1468]
listing-entry: EINING, TANNER L 240.49.02.019 [610, 2163, 767, 2201]
